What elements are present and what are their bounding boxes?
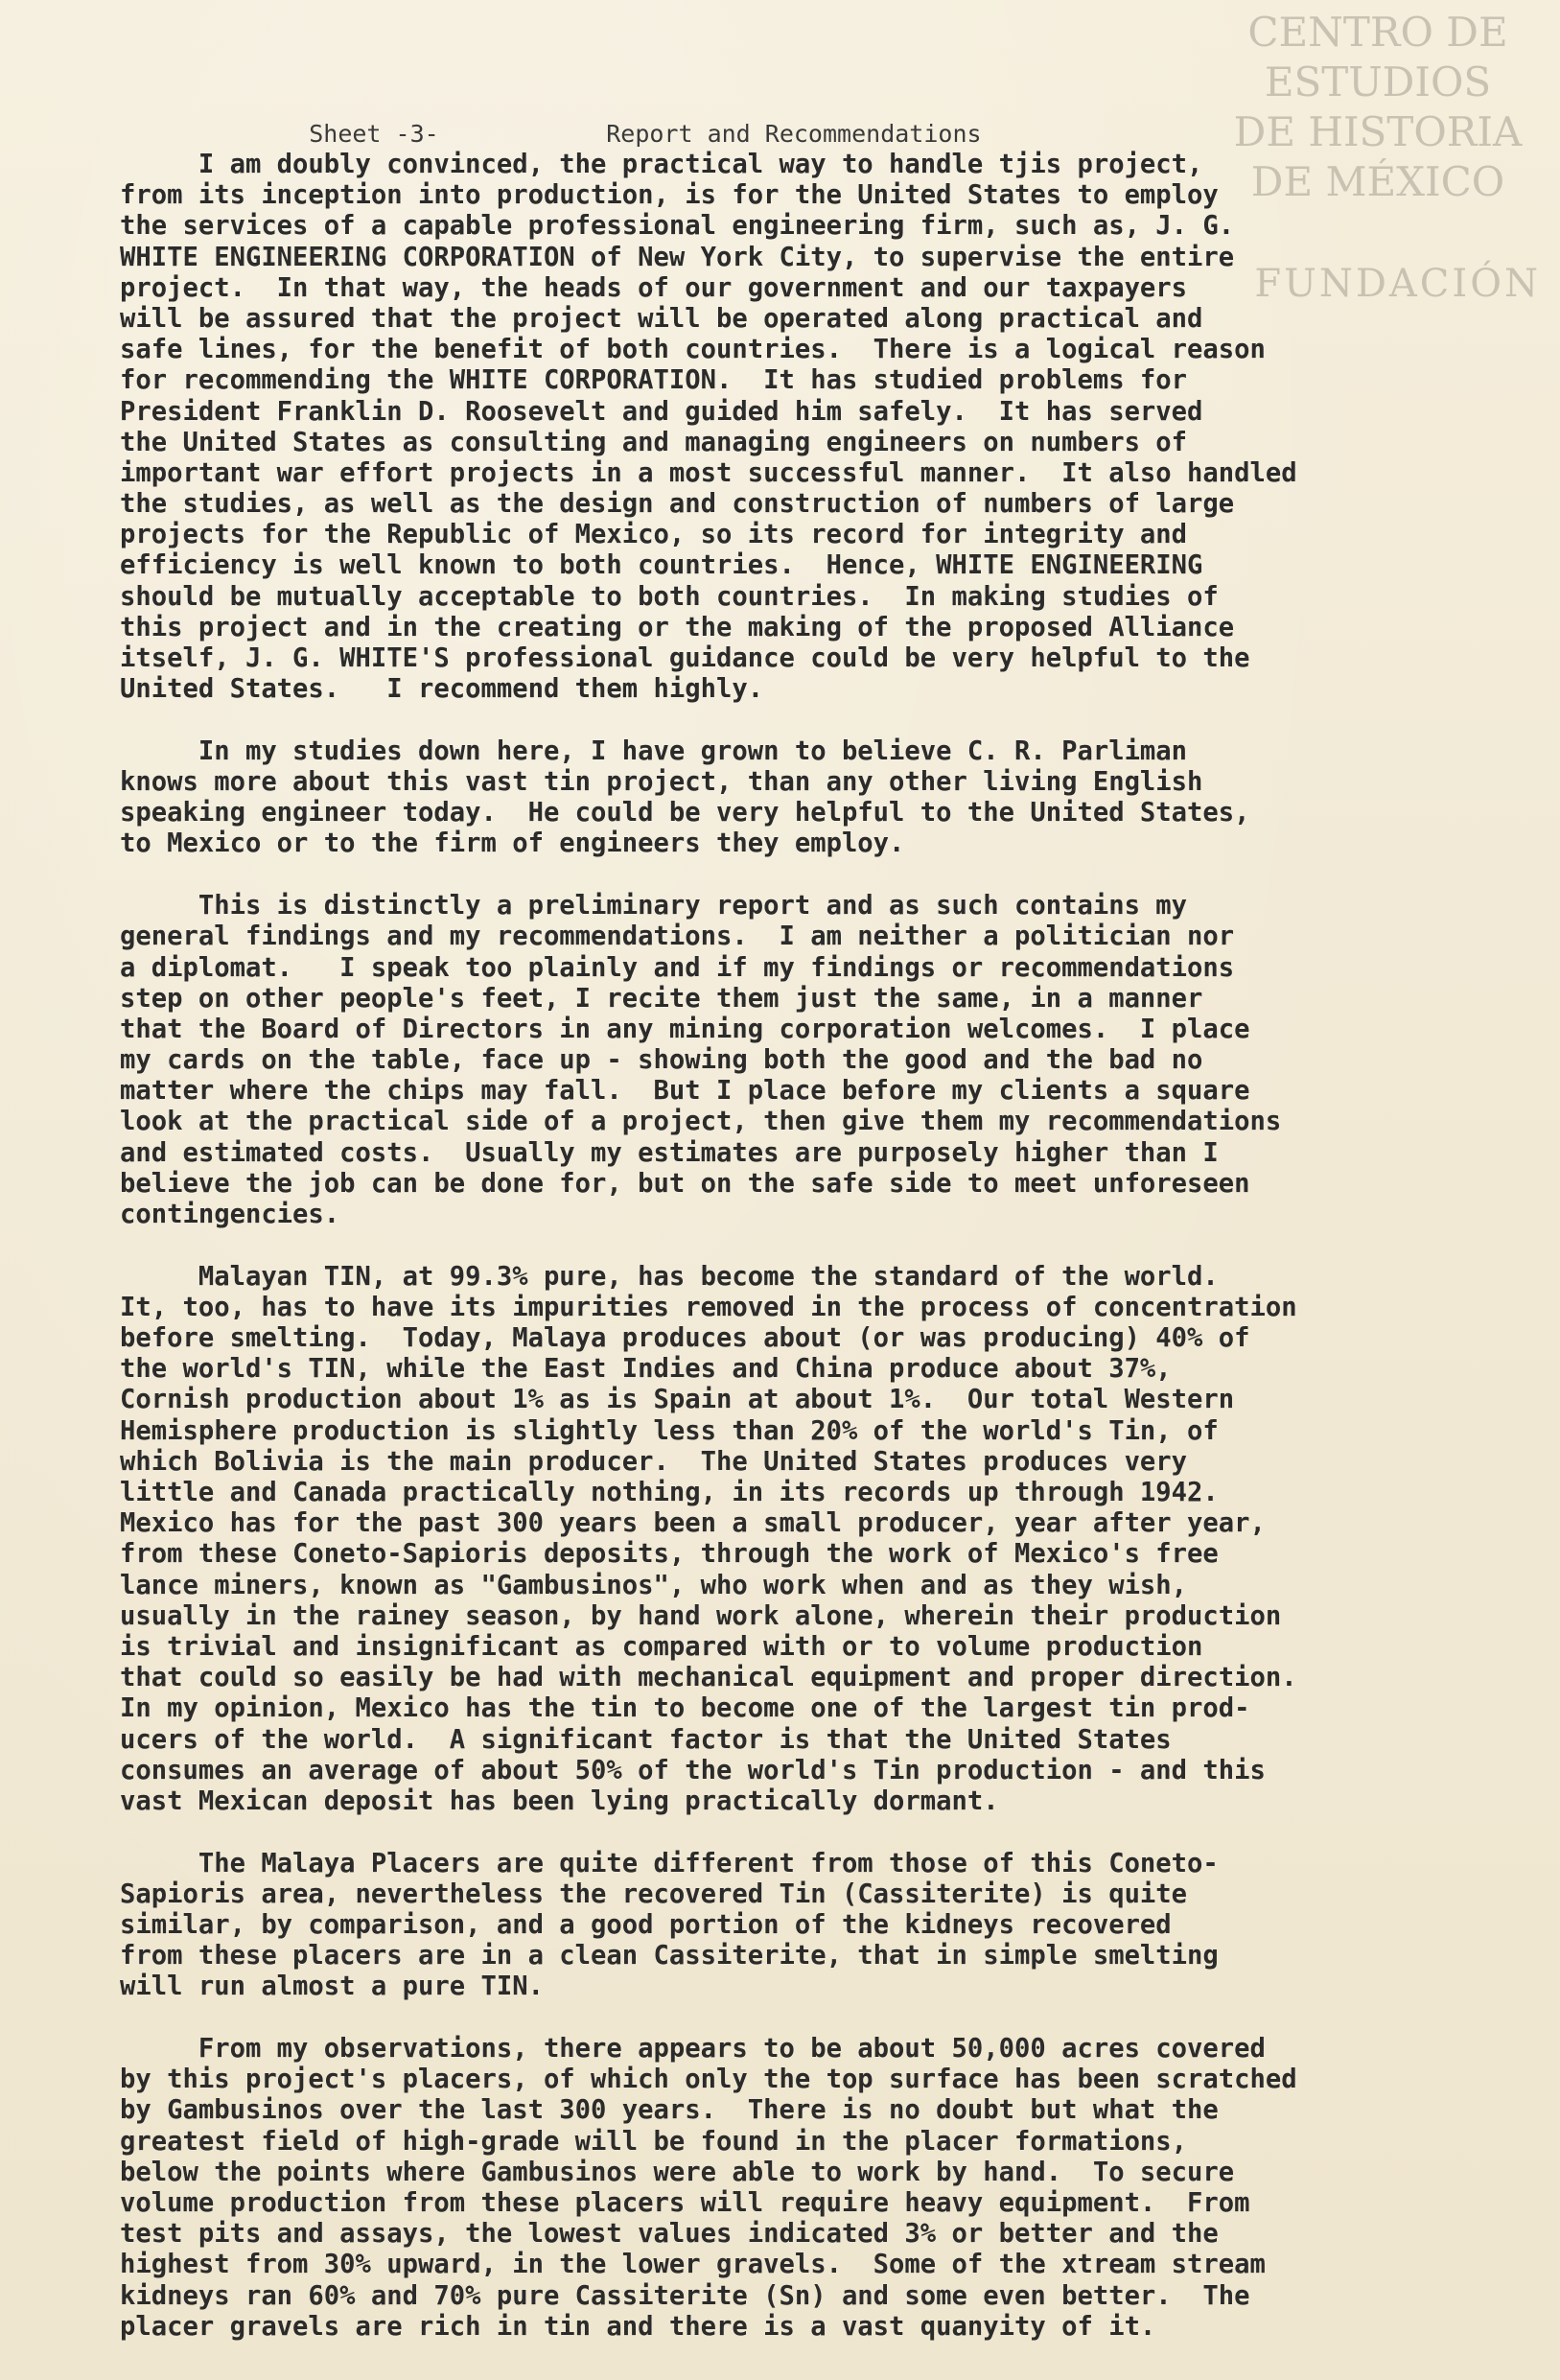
text-line: safe lines, for the benefit of both countries. There is a logical reason <box>120 335 1266 365</box>
text-line: step on other people's feet, I recite them just the same, in a manner <box>120 983 1203 1014</box>
text-line: consumes an average of about 50% of the world's Tin production - and this <box>120 1755 1266 1785</box>
text-line: will run almost a pure TIN. <box>120 1972 544 2002</box>
text-line: volume production from these placers will require heavy equipment. From <box>120 2187 1250 2218</box>
text-line: WHITE ENGINEERING CORPORATION of New York City, to supervise the entire <box>120 242 1235 272</box>
text-line: United States. I recommend them highly. <box>120 674 764 705</box>
text-line: is trivial and insignificant as compared with or to volume production <box>120 1631 1203 1662</box>
watermark-line: ESTUDIOS <box>1264 58 1492 105</box>
report-paragraph <box>120 1262 1520 1817</box>
text-line: The Malaya Placers are quite different from those of this Coneto- <box>120 1848 1219 1878</box>
text-line: knows more about this vast tin project, than any other living English <box>120 767 1203 798</box>
text-line: this project and in the creating or the making of the proposed Alliance <box>120 612 1235 642</box>
text-line: which Bolivia is the main producer. The United States produces very <box>120 1446 1188 1477</box>
text-line: from these Coneto-Sapioris deposits, through the work of Mexico's free <box>120 1539 1219 1570</box>
text-line: lance miners, known as "Gambusinos", who work when and as they wish, <box>120 1570 1188 1600</box>
paragraph-gap <box>120 705 1520 736</box>
text-line: kidneys ran 60% and 70% pure Cassiterite (Sn) and some even better. The <box>120 2280 1250 2311</box>
watermark-line: DE MÉXICO <box>1250 158 1505 205</box>
text-line: little and Canada practically nothing, in its records up through 1942. <box>120 1478 1219 1507</box>
text-line: before smelting. Today, Malaya produces about (or was producing) 40% of <box>120 1323 1250 1354</box>
text-line: look at the practical side of a project, then give them my recommendations <box>120 1107 1282 1137</box>
text-line: and estimated costs. Usually my estimates are purposely higher than I <box>120 1137 1219 1168</box>
text-line: project. In that way, the heads of our government and our taxpayers <box>120 272 1188 303</box>
text-line: test pits and assays, the lowest values indicated 3% or better and the <box>120 2219 1219 2250</box>
text-line: that could so easily be had with mechanical equipment and proper direction. <box>120 1663 1297 1693</box>
text-line: to Mexico or to the firm of engineers they employ. <box>120 828 905 859</box>
report-body <box>120 150 1520 2343</box>
text-line: from these placers are in a clean Cassiterite, that in simple smelting <box>120 1941 1219 1972</box>
watermark-foundation: FUNDACIÓN <box>1254 262 1541 306</box>
text-line: Cornish production about 1% as is Spain at about 1%. Our total Western <box>120 1385 1235 1415</box>
text-line: a diplomat. I speak too plainly and if my findings or recommendations <box>120 952 1235 983</box>
text-line: In my opinion, Mexico has the tin to become one of the largest tin prod- <box>120 1693 1250 1724</box>
text-line: efficiency is well known to both countries. Hence, WHITE ENGINEERING <box>120 550 1203 581</box>
paragraph-gap <box>120 1230 1520 1262</box>
text-line: that the Board of Directors in any mining corporation welcomes. I place <box>120 1014 1250 1044</box>
text-line: Mexico has for the past 300 years been a small producer, year after year, <box>120 1508 1266 1539</box>
text-line: speaking engineer today. He could be very helpful to the United States, <box>120 798 1250 828</box>
text-line: ucers of the world. A significant factor is that the United States <box>120 1724 1172 1755</box>
text-line: general findings and my recommendations. I am neither a politician nor <box>120 922 1235 952</box>
text-line: It, too, has to have its impurities removed in the process of concentration <box>120 1292 1297 1322</box>
text-line: President Franklin D. Roosevelt and guided him safely. It has served <box>120 396 1203 427</box>
sheet-number: Sheet -3- <box>309 120 439 148</box>
text-line: This is distinctly a preliminary report and as such contains my <box>120 891 1188 922</box>
text-line: greatest field of high-grade will be found in the placer formations, <box>120 2126 1188 2157</box>
text-line: usually in the rainey season, by hand work alone, wherein their production <box>120 1600 1282 1631</box>
text-line: Sapioris area, nevertheless the recovered Tin (Cassiterite) is quite <box>120 1878 1188 1909</box>
text-line: vast Mexican deposit has been lying practically dormant. <box>120 1785 999 1816</box>
text-line: itself, J. G. WHITE'S professional guidance could be very helpful to the <box>120 643 1250 673</box>
text-line: by this project's placers, of which only the top surface has been scratched <box>120 2065 1297 2095</box>
text-line: the services of a capable professional engineering firm, such as, J. G. <box>120 211 1235 242</box>
paragraph-gap <box>120 2003 1520 2035</box>
text-line: Malayan TIN, at 99.3% pure, has become the standard of the world. <box>120 1261 1219 1292</box>
text-line: In my studies down here, I have grown to believe C. R. Parliman <box>120 735 1188 766</box>
text-line: the studies, as well as the design and construction of numbers of large <box>120 489 1235 520</box>
report-paragraph <box>120 891 1520 1230</box>
text-line: will be assured that the project will be operated along practical and <box>120 303 1203 334</box>
text-line: believe the job can be done for, but on the safe side to meet unforeseen <box>120 1168 1250 1199</box>
text-line: the United States as consulting and managing engineers on numbers of <box>120 427 1188 457</box>
paragraph-gap <box>120 1817 1520 1849</box>
report-paragraph <box>120 1849 1520 2003</box>
text-line: I am doubly convinced, the practical way to handle tjis project, <box>120 150 1203 179</box>
text-line: important war effort projects in a most successful manner. It also handled <box>120 457 1297 488</box>
report-paragraph <box>120 736 1520 860</box>
report-title: Report and Recommendations <box>606 120 982 148</box>
text-line: below the points where Gambusinos were able to work by hand. To secure <box>120 2157 1235 2187</box>
report-paragraph <box>120 2034 1520 2343</box>
text-line: from its inception into production, is for the United States to employ <box>120 180 1219 211</box>
text-line: projects for the Republic of Mexico, so its record for integrity and <box>120 520 1188 550</box>
text-line: matter where the chips may fall. But I place before my clients a square <box>120 1076 1250 1107</box>
text-line: From my observations, there appears to be about 50,000 acres covered <box>120 2034 1266 2064</box>
text-line: contingencies. <box>120 1200 340 1229</box>
text-line: by Gambusinos over the last 300 years. There is no doubt but what the <box>120 2095 1219 2126</box>
watermark-line: DE HISTORIA <box>1233 108 1523 155</box>
text-line: placer gravels are rich in tin and there is a vast quanyity of it. <box>120 2311 1156 2342</box>
text-line: highest from 30% upward, in the lower gravels. Some of the xtream stream <box>120 2250 1266 2280</box>
text-line: Hemisphere production is slightly less than 20% of the world's Tin, of <box>120 1415 1219 1446</box>
watermark-line: CENTRO DE <box>1247 9 1508 56</box>
paragraph-gap <box>120 860 1520 892</box>
text-line: my cards on the table, face up - showing both the good and the bad no <box>120 1045 1203 1076</box>
report-paragraph <box>120 150 1520 705</box>
text-line: for recommending the WHITE CORPORATION. It has studied problems for <box>120 365 1188 396</box>
text-line: similar, by comparison, and a good portion of the kidneys recovered <box>120 1909 1172 1940</box>
text-line: the world's TIN, while the East Indies and China produce about 37%, <box>120 1354 1172 1385</box>
text-line: should be mutually acceptable to both countries. In making studies of <box>120 581 1219 612</box>
